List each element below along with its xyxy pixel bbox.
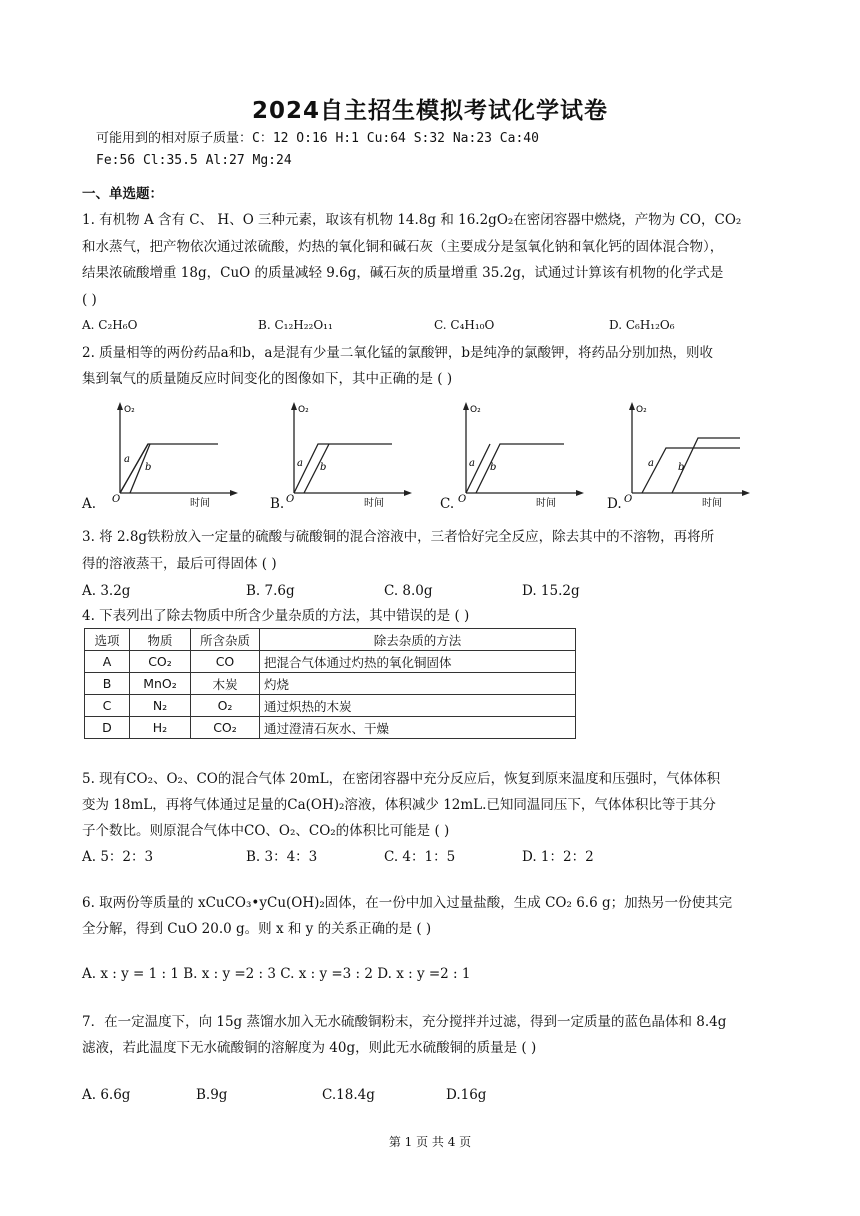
x-axis-label: 时间 — [364, 498, 384, 509]
table-row — [85, 673, 576, 695]
table-cell: 木炭 — [191, 673, 260, 695]
table-cell: MnO₂ — [130, 673, 191, 695]
section-heading: 一、单选题： — [82, 186, 163, 202]
q3-line1: 3. 将 2.8g铁粉放入一定量的硫酸与硫酸铜的混合溶液中，三者恰好完全反应，除去其中的不溶物，再将所 — [82, 529, 715, 545]
q7-option-c[interactable]: C.18.4g — [322, 1087, 375, 1103]
table-cell: 把混合气体通过灼热的氧化铜固体 — [260, 651, 576, 673]
table-header-row — [85, 629, 576, 651]
table-header: 除去杂质的方法 — [260, 629, 576, 651]
q5-line3: 子个数比。则原混合气体中CO、O₂、CO₂的体积比可能是 ( ) — [82, 823, 450, 839]
x-axis-label: 时间 — [190, 498, 210, 509]
table-cell: C — [85, 695, 130, 717]
table-cell: 通过澄清石灰水、干燥 — [260, 717, 576, 739]
q2-graph-a — [100, 398, 240, 513]
table-cell: N₂ — [130, 695, 191, 717]
q3-option-a[interactable]: A. 3.2g — [82, 583, 131, 599]
atomic-masses-line2: Fe:56 Cl:35.5 Al:27 Mg:24 — [96, 153, 292, 168]
q7-line2: 滤液，若此温度下无水硫酸铜的溶解度为 40g，则此无水硫酸铜的质量是 ( ) — [82, 1040, 537, 1056]
q2-graph-c — [446, 398, 586, 513]
table-cell: CO₂ — [191, 717, 260, 739]
q2-line2: 集到氧气的质量随反应时间变化的图像如下，其中正确的是 ( ) — [82, 371, 453, 387]
q7-line1: 7．在一定温度下，向 15g 蒸馏水加入无水硫酸铜粉末，充分搅拌并过滤，得到一定质量的蓝色晶体和 8.4g — [82, 1014, 727, 1030]
q1-option-d[interactable]: D. C₆H₁₂O₆ — [609, 318, 675, 332]
table-cell: CO — [191, 651, 260, 673]
table-row — [85, 695, 576, 717]
q7-option-a[interactable]: A. 6.6g — [82, 1087, 131, 1103]
table-cell: 通过炽热的木炭 — [260, 695, 576, 717]
q1-line3: 结果浓硫酸增重 18g，CuO 的质量减轻 9.6g，碱石灰的质量增重 35.2g，试通过计算该有机物的化学式是 — [82, 265, 724, 281]
q5-option-b[interactable]: B. 3：4：3 — [246, 849, 318, 865]
table-row — [85, 651, 576, 673]
q5-option-c[interactable]: C. 4：1：5 — [384, 849, 456, 865]
origin-label: O — [458, 494, 467, 505]
page-title: 2024自主招生模拟考试化学试卷 — [251, 98, 608, 124]
table-cell: B — [85, 673, 130, 695]
table-row — [85, 717, 576, 739]
q2-option-d[interactable]: D. — [607, 496, 622, 512]
curve-b-label: b — [678, 462, 685, 473]
table-header: 物质 — [130, 629, 191, 651]
origin-label: O — [286, 494, 295, 505]
q3-line2: 得的溶液蒸干，最后可得固体 ( ) — [82, 556, 277, 572]
q2-line1: 2. 质量相等的两份药品a和b，a是混有少量二氧化锰的氯酸钾，b是纯净的氯酸钾，将药品分别加热，则收 — [82, 345, 714, 361]
y-axis-label: O₂ — [470, 405, 481, 415]
atomic-masses-line1: 可能用到的相对原子质量：C：12 O:16 H:1 Cu:64 S:32 Na:23 Ca:40 — [96, 131, 539, 146]
table-header: 选项 — [85, 629, 130, 651]
x-axis-label: 时间 — [702, 498, 722, 509]
table-cell: A — [85, 651, 130, 673]
table-cell: 灼烧 — [260, 673, 576, 695]
q2-graph-b — [274, 398, 414, 513]
q2-option-a[interactable]: A. — [82, 496, 97, 512]
page-footer: 第 1 页 共 4 页 — [388, 1135, 472, 1149]
origin-label: O — [624, 494, 633, 505]
curve-a-label: a — [297, 458, 303, 469]
curve-a-label: a — [124, 454, 130, 465]
q5-line1: 5. 现有CO₂、O₂、CO的混合气体 20mL，在密闭容器中充分反应后，恢复到原来温度和压强时，气体体积 — [82, 771, 721, 787]
y-axis-label: O₂ — [636, 405, 647, 415]
q1-line2: 和水蒸气，把产物依次通过浓硫酸，灼热的氧化铜和碱石灰（主要成分是氢氧化钠和氧化钙的固体混合物）， — [82, 239, 724, 255]
q5-option-a[interactable]: A. 5：2：3 — [82, 849, 154, 865]
table-cell: CO₂ — [130, 651, 191, 673]
q1-option-c[interactable]: C. C₄H₁₀O — [434, 318, 495, 332]
q2-option-c[interactable]: C. — [440, 496, 455, 512]
q1-line4: ( ) — [82, 292, 97, 308]
table-cell: O₂ — [191, 695, 260, 717]
q5-line2: 变为 18mL，再将气体通过足量的Ca(OH)₂溶液，体积减少 12mL.已知同温同压下，气体体积比等于其分 — [82, 797, 716, 813]
curve-b-label: b — [145, 462, 152, 473]
x-axis-label: 时间 — [536, 498, 556, 509]
q3-option-b[interactable]: B. 7.6g — [246, 583, 295, 599]
curve-b-label: b — [320, 462, 327, 473]
y-axis-label: O₂ — [298, 405, 309, 415]
q1-option-a[interactable]: A. C₂H₆O — [82, 318, 138, 332]
q5-option-d[interactable]: D. 1：2：2 — [522, 849, 594, 865]
y-axis-label: O₂ — [124, 405, 135, 415]
curve-a-label: a — [648, 458, 654, 469]
q3-option-c[interactable]: C. 8.0g — [384, 583, 433, 599]
table-cell: H₂ — [130, 717, 191, 739]
q6-line2: 全分解，得到 CuO 20.0 g。则 x 和 y 的关系正确的是 ( ) — [82, 921, 432, 937]
q7-option-d[interactable]: D.16g — [446, 1087, 487, 1103]
curve-a-label: a — [469, 458, 475, 469]
q1-option-b[interactable]: B. C₁₂H₂₂O₁₁ — [258, 318, 333, 332]
q3-option-d[interactable]: D. 15.2g — [522, 583, 580, 599]
q6-options[interactable]: A. x : y = 1 : 1 B. x : y =2 : 3 C. x : y =3 : 2 D. x : y =2 : 1 — [82, 966, 471, 982]
curve-b-label: b — [490, 462, 497, 473]
q2-graph-d — [612, 398, 752, 513]
q2-option-b[interactable]: B. — [270, 496, 285, 512]
origin-label: O — [112, 494, 121, 505]
q6-line1: 6. 取两份等质量的 xCuCO₃•yCu(OH)₂固体，在一份中加入过量盐酸，生成 CO₂ 6.6 g；加热另一份使其完 — [82, 895, 733, 911]
table-cell: D — [85, 717, 130, 739]
q7-option-b[interactable]: B.9g — [196, 1087, 228, 1103]
q1-line1: 1. 有机物 A 含有 C、 H、O 三种元素，取该有机物 14.8g 和 16.2gO₂在密闭容器中燃烧，产物为 CO，CO₂ — [82, 212, 742, 228]
q4-line1: 4. 下表列出了除去物质中所含少量杂质的方法，其中错误的是 ( ) — [82, 608, 470, 624]
table-header: 所含杂质 — [191, 629, 260, 651]
impurity-table — [84, 628, 576, 739]
